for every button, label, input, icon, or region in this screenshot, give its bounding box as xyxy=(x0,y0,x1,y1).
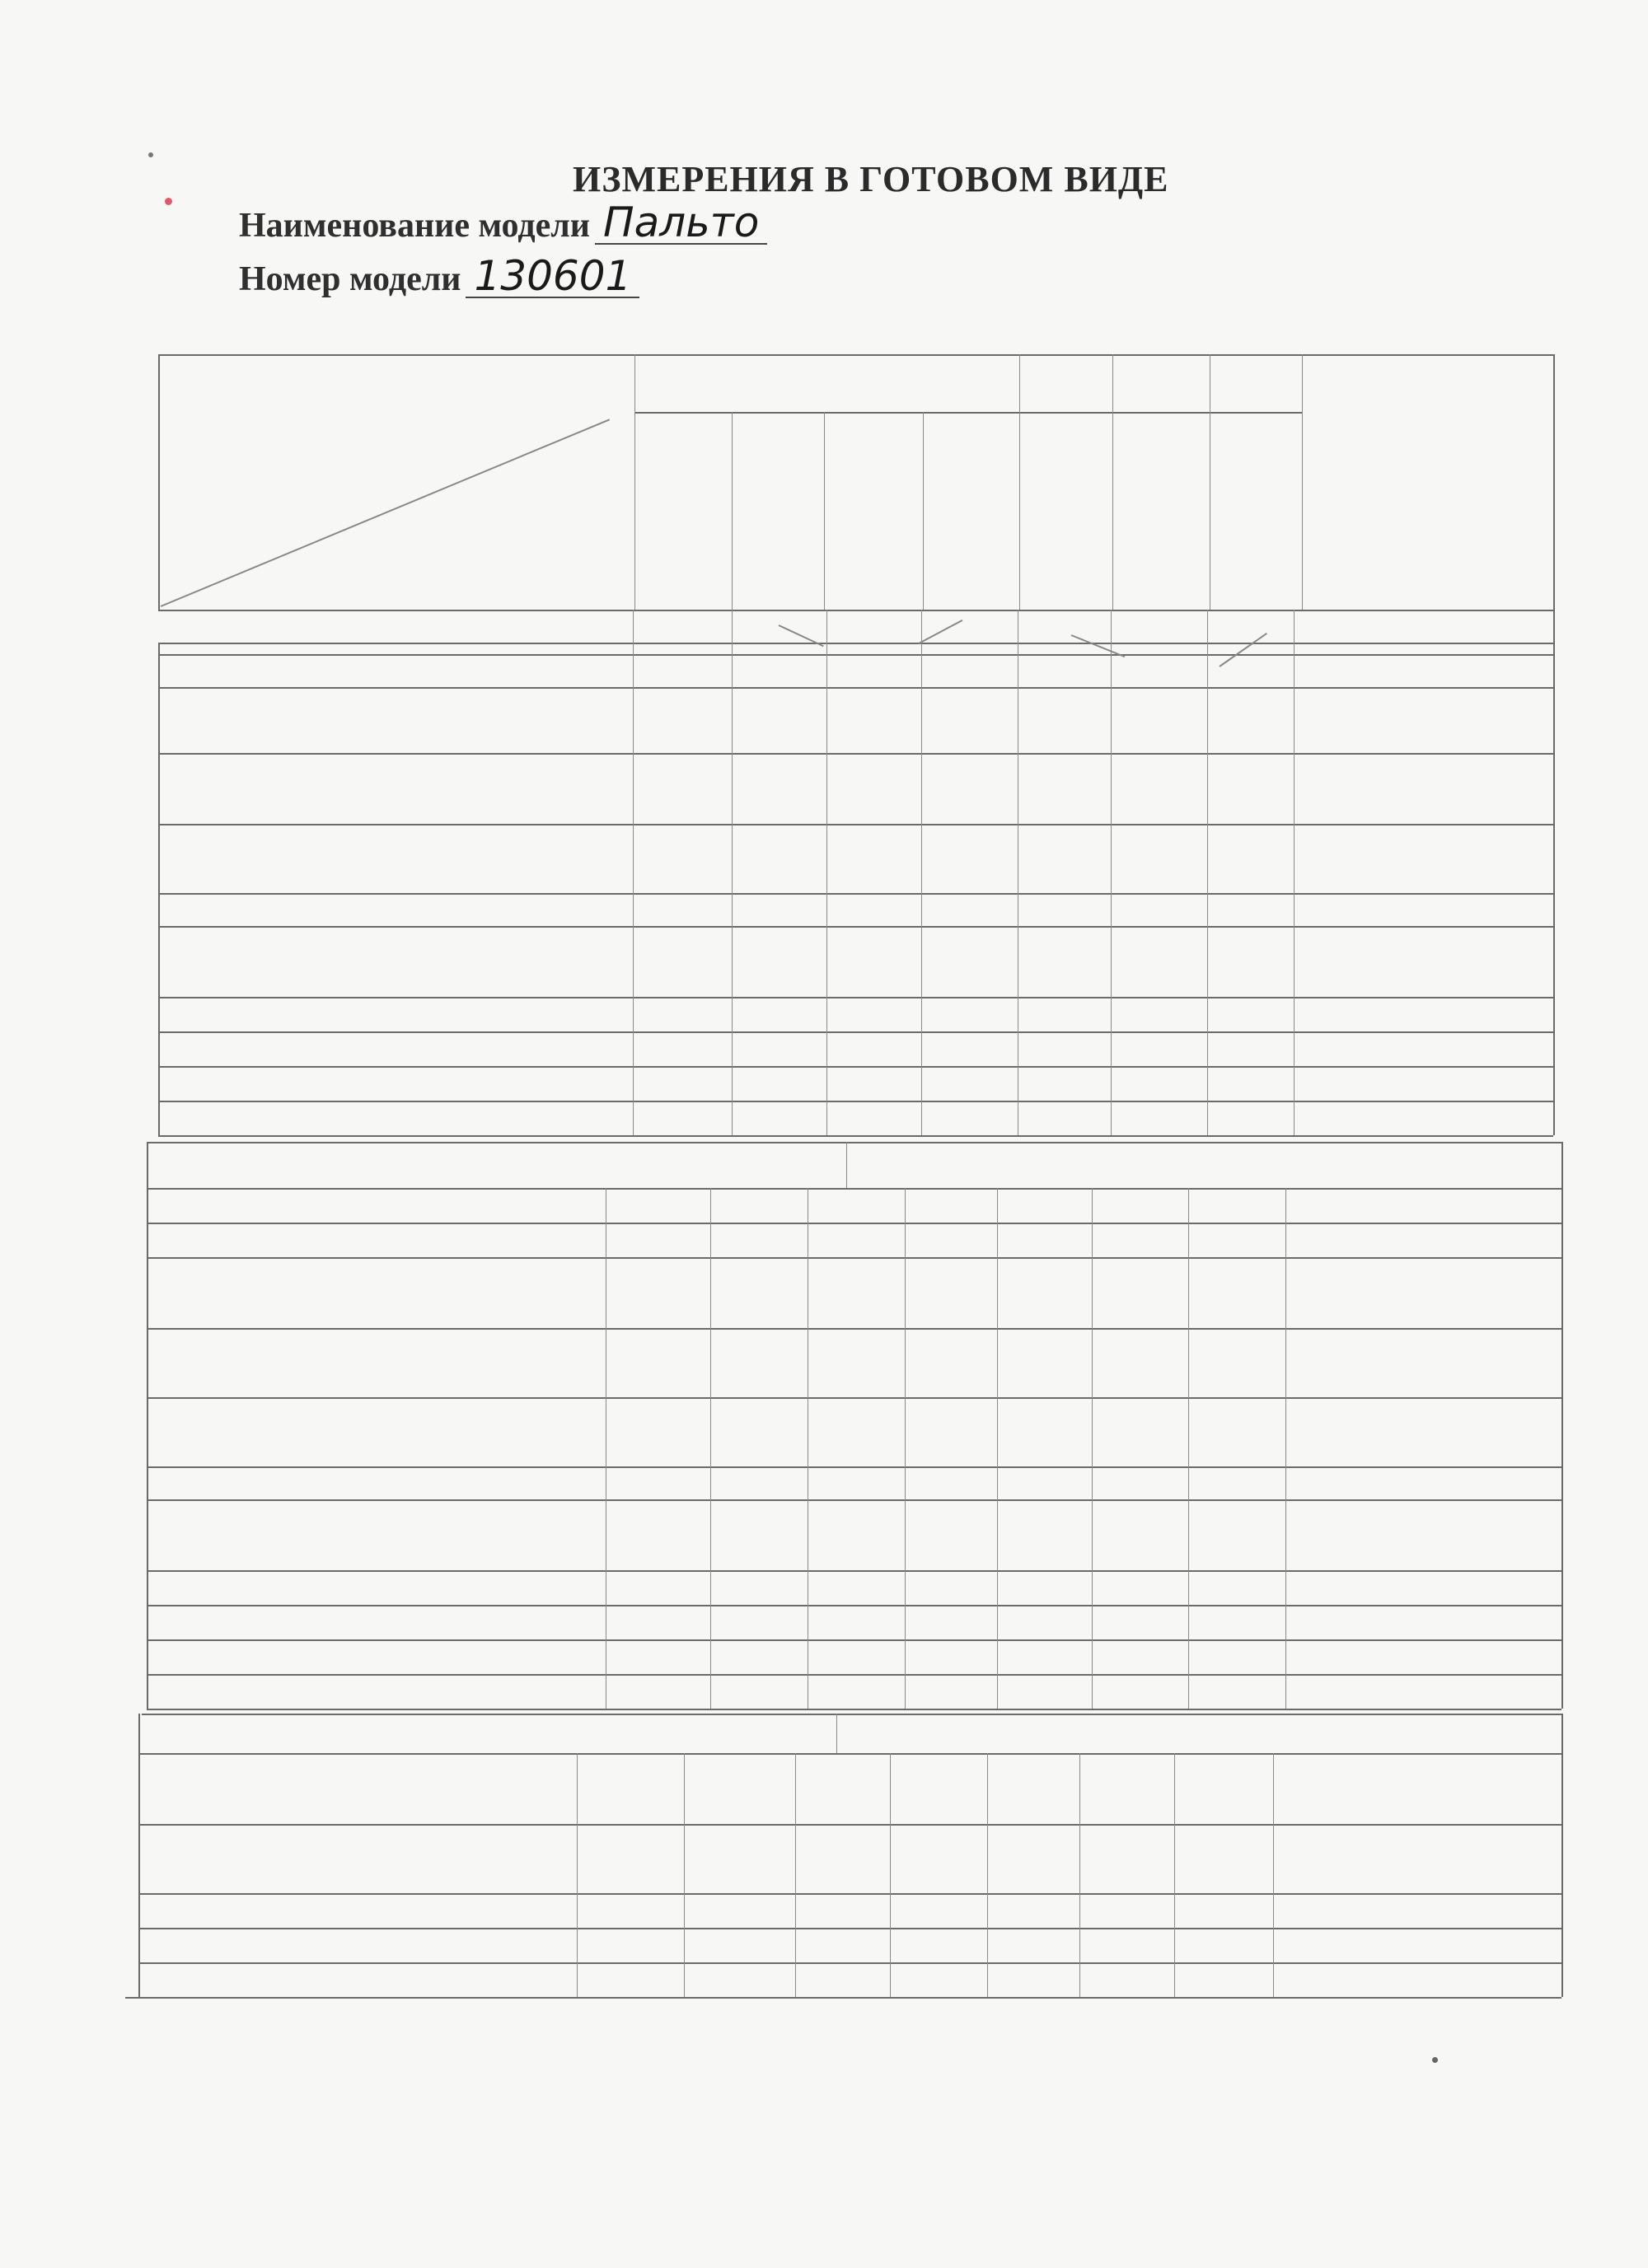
table-rule xyxy=(125,1997,1561,1999)
table-rule xyxy=(1553,354,1555,610)
table-rule xyxy=(634,354,635,610)
table-rule xyxy=(138,1824,1561,1826)
table-rule xyxy=(1174,1753,1175,1997)
table-rule xyxy=(147,1397,1561,1399)
table-rule xyxy=(1302,354,1303,610)
scan-dot xyxy=(1432,2057,1438,2063)
model-name-field xyxy=(239,199,767,246)
pencil-arrow xyxy=(919,620,963,644)
table-rule xyxy=(147,1674,1561,1676)
table-rule xyxy=(158,643,1553,644)
table-rule xyxy=(158,654,1553,656)
table-rule xyxy=(836,1714,837,1753)
table-rule xyxy=(921,610,922,1135)
table-rule xyxy=(158,354,1553,356)
table-rule xyxy=(634,412,1302,414)
table-rule xyxy=(1092,1188,1093,1709)
table-rule xyxy=(158,926,1553,928)
model-number-label: Номер модели xyxy=(239,260,461,298)
table-rule xyxy=(147,1709,1561,1710)
table-rule xyxy=(158,753,1553,755)
table-rule xyxy=(158,610,1553,611)
table-rule xyxy=(1561,1714,1563,1997)
header-diagonal xyxy=(161,419,610,607)
table-rule xyxy=(147,1466,1561,1468)
table-rule xyxy=(1112,354,1113,610)
table-rule xyxy=(890,1753,891,1997)
pencil-arrow xyxy=(1219,633,1266,667)
table-rule xyxy=(633,610,634,1135)
table-rule xyxy=(147,1142,148,1709)
table-rule xyxy=(1111,610,1112,1135)
table-rule xyxy=(1188,1188,1189,1709)
table-rule xyxy=(846,1142,847,1188)
model-number-value: 130601 xyxy=(466,255,639,298)
table-rule xyxy=(1294,610,1295,1135)
table-rule xyxy=(1079,1753,1080,1997)
table-rule xyxy=(138,1928,1561,1929)
model-number-field xyxy=(239,252,639,300)
table-rule xyxy=(1273,1753,1274,1997)
table-rule xyxy=(824,412,825,610)
table-rule xyxy=(1207,610,1208,1135)
model-name-value: Пальто xyxy=(595,202,767,245)
table-rule xyxy=(147,1257,1561,1259)
table-rule xyxy=(710,1188,711,1709)
scan-dot xyxy=(148,152,153,157)
table-rule xyxy=(158,354,160,610)
table-rule xyxy=(795,1753,796,1997)
table-rule xyxy=(142,1714,1561,1715)
table-rule xyxy=(138,1893,1561,1895)
table-rule xyxy=(148,1142,1561,1143)
scan-dot xyxy=(165,198,172,205)
table-rule xyxy=(138,1962,1561,1964)
table-rule xyxy=(826,610,827,1135)
table-rule xyxy=(147,1499,1561,1501)
table-rule xyxy=(158,824,1553,825)
table-rule xyxy=(147,1328,1561,1330)
table-rule xyxy=(732,412,733,610)
table-rule xyxy=(158,1066,1553,1068)
table-rule xyxy=(1561,1142,1563,1709)
table-rule xyxy=(158,1101,1553,1102)
table-rule xyxy=(147,1605,1561,1606)
table-rule xyxy=(1285,1188,1286,1709)
table-rule xyxy=(577,1753,578,1997)
table-rule xyxy=(147,1570,1561,1572)
table-rule xyxy=(147,1188,1561,1190)
table-rule xyxy=(158,687,1553,689)
table-rule xyxy=(1553,610,1555,1135)
table-rule xyxy=(997,1188,998,1709)
table-rule xyxy=(987,1753,988,1997)
table-rule xyxy=(138,1714,140,1997)
table-rule xyxy=(158,1135,1553,1137)
table-rule xyxy=(923,412,924,610)
table-rule xyxy=(138,1753,1561,1755)
table-rule xyxy=(1019,354,1020,610)
table-rule xyxy=(158,1031,1553,1033)
table-rule xyxy=(147,1223,1561,1224)
table-rule xyxy=(732,610,733,1135)
document-title: ИЗМЕРЕНИЯ В ГОТОВОМ ВИДЕ xyxy=(573,159,1169,199)
table-rule xyxy=(147,1639,1561,1641)
table-rule xyxy=(905,1188,906,1709)
table-rule xyxy=(158,893,1553,895)
table-rule xyxy=(158,997,1553,998)
table-rule xyxy=(158,643,160,1135)
model-name-label: Наименование модели xyxy=(239,207,590,245)
table-rule xyxy=(684,1753,685,1997)
